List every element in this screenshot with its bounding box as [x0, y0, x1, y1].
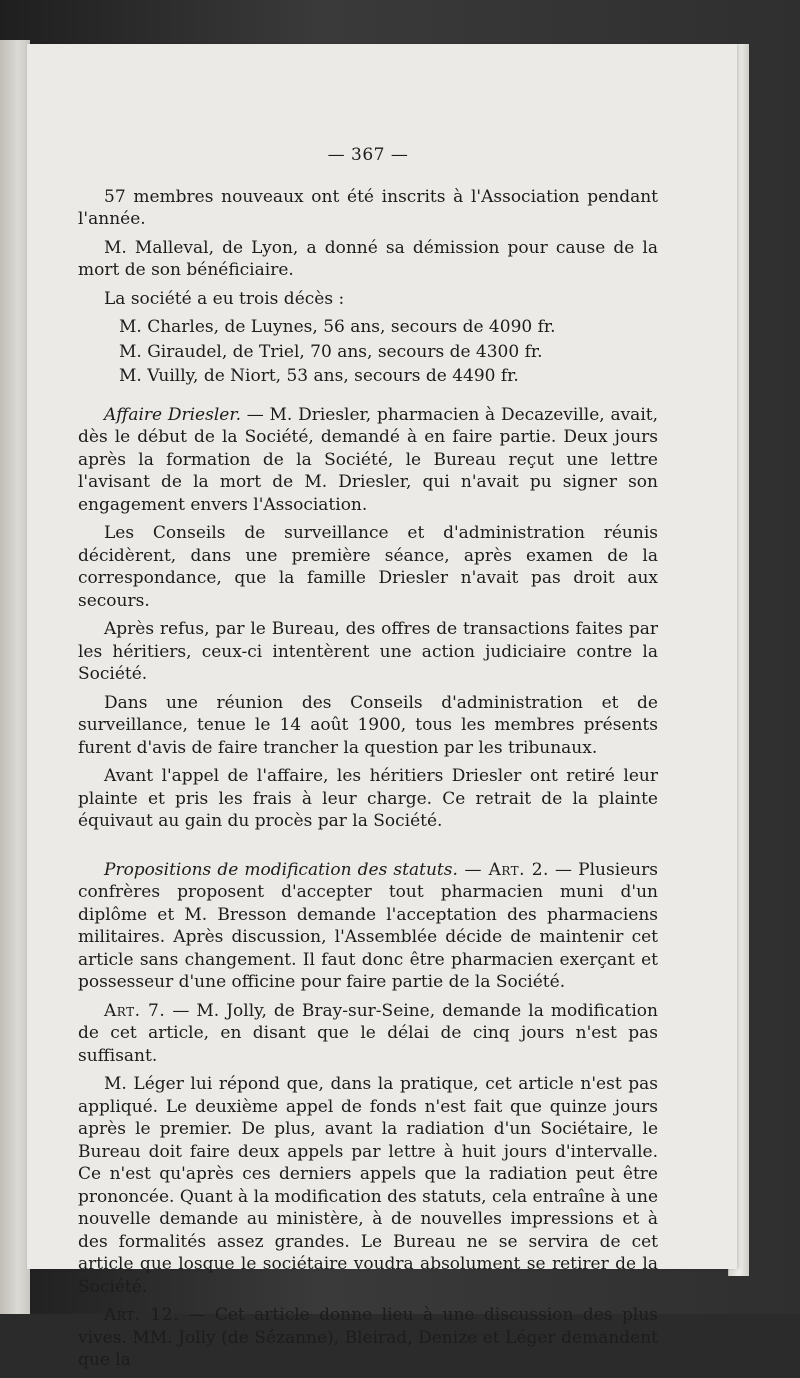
section-gap [78, 390, 658, 404]
paragraph-art12 [78, 1304, 658, 1372]
death-item: M. Charles, de Luynes, 56 ans, secours de 4090 fr. [119, 317, 556, 337]
paragraph-leger-response: M. Léger lui répond que, dans la pratique, cet article n'est pas appliqué. Le deuxième appel de fonds n'est fait que quinze jours après le premier. De plus, avant la radiation d'un Sociétaire, le Bureau doit faire deux appels par lettre à huit jours d'intervalle. Ce n'est qu'après ces derniers appels que la radiation peut être prononcée. Quant à la modification des statuts, cela entraîne à une nouvelle demande au ministère, à de nouvelles impressions et à des formalités assez grandes. Le Bureau ne se servira de cet article que losque le sociétaire voudra absolument se retirer de la Société. [78, 1074, 658, 1297]
paragraph-new-members: 57 membres nouveaux ont été inscrits à l'Association pendant l'année. [78, 186, 658, 229]
paragraph-art7 [78, 1000, 658, 1068]
art7-text: — M. Jolly, de Bray-sur-Seine, demande la modification de cet article, en disant que le délai de cinq jours n'est pas suffisant. [78, 1000, 658, 1066]
article-label: Art. 12. [104, 1305, 179, 1325]
death-item: M. Vuilly, de Niort, 53 ans, secours de 4490 fr. [119, 366, 519, 386]
propositions-text: — Plusieurs confrères proposent d'accepter tout pharmacien muni d'un diplôme et M. Bresson demande l'acceptation des pharmaciens militaires. Après discussion, l'Assemblée décide de maintenir cet article sans changement. Il faut donc être pharmacien exerçant et possesseur d'une officine pour faire partie de la Société. [78, 859, 658, 992]
paragraph-resignation: M. Malleval, de Lyon, a donné sa démission pour cause de la mort de son bénéficiaire. [78, 237, 658, 280]
paragraph-conseils: Les Conseils de surveillance et d'administration réunis décidèrent, dans une première séance, après examen de la correspondance, que la famille Driesler n'avait pas droit aux secours. [78, 523, 658, 611]
page-text-block [78, 144, 658, 1378]
paragraph-deaths-intro: La société a eu trois décès : [104, 288, 345, 309]
section-heading-propositions: Propositions de modification des statuts. [104, 859, 458, 880]
paragraph-affaire-driesler [78, 404, 658, 517]
paragraph-refus: Après refus, par le Bureau, des offres de transactions faites par les héritiers, ceux-ci intentèrent une action judiciaire contre la Société. [78, 619, 658, 684]
paragraph-propositions [78, 859, 658, 994]
death-item: M. Giraudel, de Triel, 70 ans, secours de 4300 fr. [119, 341, 543, 362]
article-label: — Art. 2. [457, 859, 549, 880]
art12-text: — Cet article donne lieu à une discussion des plus vives. MM. Jolly (de Sézanne), Bleirad, Denize et Léger demandent que la [78, 1305, 659, 1370]
paragraph-appel: Avant l'appel de l'affaire, les héritiers Driesler ont retiré leur plainte et pris les frais à leur charge. Ce retrait de la plainte équivaut au gain du procès par la Société. [78, 766, 658, 831]
section-heading-affaire: Affaire Driesler. [104, 404, 241, 425]
page-number: — 367 — [327, 145, 409, 165]
paragraph-reunion: Dans une réunion des Conseils d'administration et de surveillance, tenue le 14 août 1900, tous les membres présents furent d'avis de faire trancher la question par les tribunaux. [78, 692, 658, 758]
article-label: Art. 7. [104, 1000, 166, 1021]
section-gap [78, 839, 658, 859]
book-page [26, 44, 737, 1370]
affaire-text: — M. Driesler, pharmacien à Decazeville, avait, dès le début de la Société, demandé à en faire partie. Deux jours après la formation de la Société, le Bureau reçut une lettre l'avisant de la mort de M. Driesler, qui n'avait pu signer son engagement envers l'Association. [78, 404, 658, 515]
